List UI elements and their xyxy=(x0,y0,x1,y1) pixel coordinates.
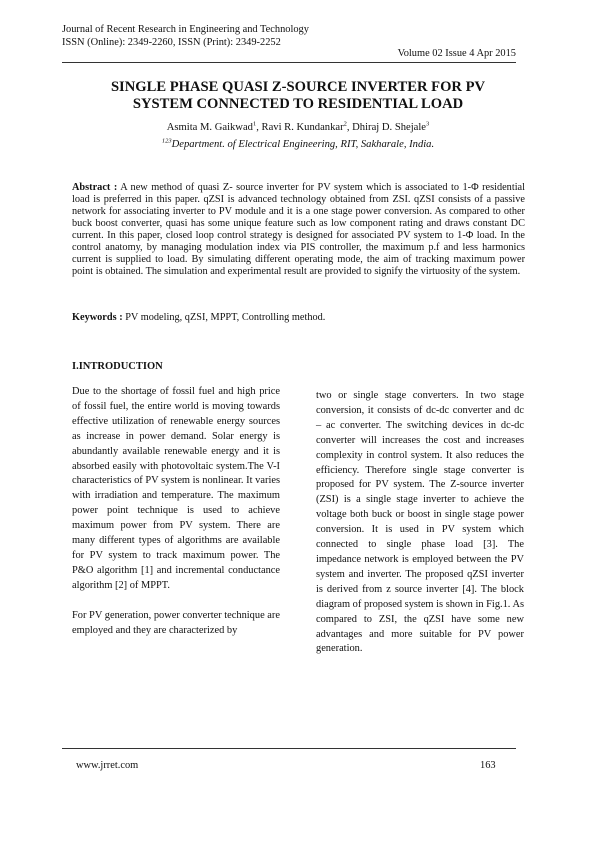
author-affiliation-mark: 2 xyxy=(343,120,347,128)
header-rule xyxy=(62,62,516,63)
abstract xyxy=(72,182,525,278)
author-name: Dhiraj D. Shejale xyxy=(352,122,426,133)
title-line-2: SYSTEM CONNECTED TO RESIDENTIAL LOAD xyxy=(132,96,464,112)
issn-line: ISSN (Online): 2349-2260, ISSN (Print): 2349-2252 xyxy=(62,37,281,48)
keywords xyxy=(72,312,525,323)
author-separator: , xyxy=(346,122,353,133)
author-affiliation-mark: 1 xyxy=(252,120,257,128)
paragraph: For PV generation, power converter technique are employed and they are characterized by xyxy=(72,609,280,636)
page-number: 163 xyxy=(480,760,496,771)
author-affiliation-mark: 3 xyxy=(426,120,430,128)
affiliation-mark: 123 xyxy=(161,137,172,145)
author-separator: , xyxy=(256,122,262,133)
journal-name: Journal of Recent Research in Engineering and Technology xyxy=(62,24,309,35)
author-list xyxy=(62,122,534,133)
affiliation-text: Department. of Electrical Engineering, RIT, Sakharale, India. xyxy=(171,139,435,150)
footer-rule xyxy=(62,748,516,749)
abstract-text: A new method of quasi Z- source inverter for PV system which is associated to 1-Φ residential load is preferred in this paper. qZSI is advanced technology obtained from ZSI. qZSI consists of a passive network for associating inverter to PV module and it is a one stage power conversion. As compared to other buck boost converter, quasi has some unique feature such as low component rating and draws constant DC current. In this paper, closed loop control strategy is designed for associated PV system to 1-Φ load. In the control anatomy, by managing modulation index via PIS controller, the maximum p.f and less harmonics current is supplied to load. By simulating different operating mode, the aim of tracking maximum power point is obtained. The simulation and experimental result are provided to signify the virtuosity of the system. xyxy=(72,182,525,278)
abstract-label: Abstract : xyxy=(72,182,118,193)
left-column xyxy=(72,385,280,639)
author-name: Asmita M. Gaikwad xyxy=(166,122,253,133)
paper-title xyxy=(62,79,534,113)
keywords-text: PV modeling, qZSI, MPPT, Controlling method. xyxy=(125,312,326,323)
paragraph: two or single stage converters. In two stage conversion, it consists of dc-dc converter and dc – ac converter. The switching devices in dc-dc converter will increases the cost and increases complexity in control system. It also reduces the efficiency. Therefore single stage converter is proposed for PV system. The Z-source inverter (ZSI) is a single stage inverter to achieve the voltage both buck or boost in single stage power conversion. It is used in PV system which connected to single phase load [3]. The impedance network is employed between the PV system and inverter. The proposed qZSI inverter is derived from z source inverter [4]. The block diagram of proposed system is shown in Fig.1. As compared to ZSI, the qZSI have some new advantages and more suitable for PV power generation. xyxy=(316,390,524,655)
section-heading: I.INTRODUCTION xyxy=(72,361,163,372)
right-column xyxy=(316,389,524,657)
volume-issue: Volume 02 Issue 4 Apr 2015 xyxy=(397,48,516,59)
paragraph: Due to the shortage of fossil fuel and high price of fossil fuel, the entire world is moving towards effective utilization of renewable energy sources as increase in power demand. Solar energy is abundantly available renewable energy and it is absorbed easily with photovoltaic system.The V-I characteristics of PV system is nonlinear. It varies with irradiation and temperature. The maximum power point technique is used to achieve maximum power from PV system. There are many different types of algorithms are available for PV system to track maximum power. The P&O algorithm [1] and incremental conductance algorithm [2] of MPPT. xyxy=(72,386,280,591)
affiliation xyxy=(62,139,534,150)
title-line-1: SINGLE PHASE QUASI Z-SOURCE INVERTER FOR PV xyxy=(110,79,486,95)
author-name: Ravi R. Kundankar xyxy=(261,122,344,133)
footer-url: www.jrret.com xyxy=(76,760,139,771)
keywords-label: Keywords : xyxy=(72,312,123,323)
